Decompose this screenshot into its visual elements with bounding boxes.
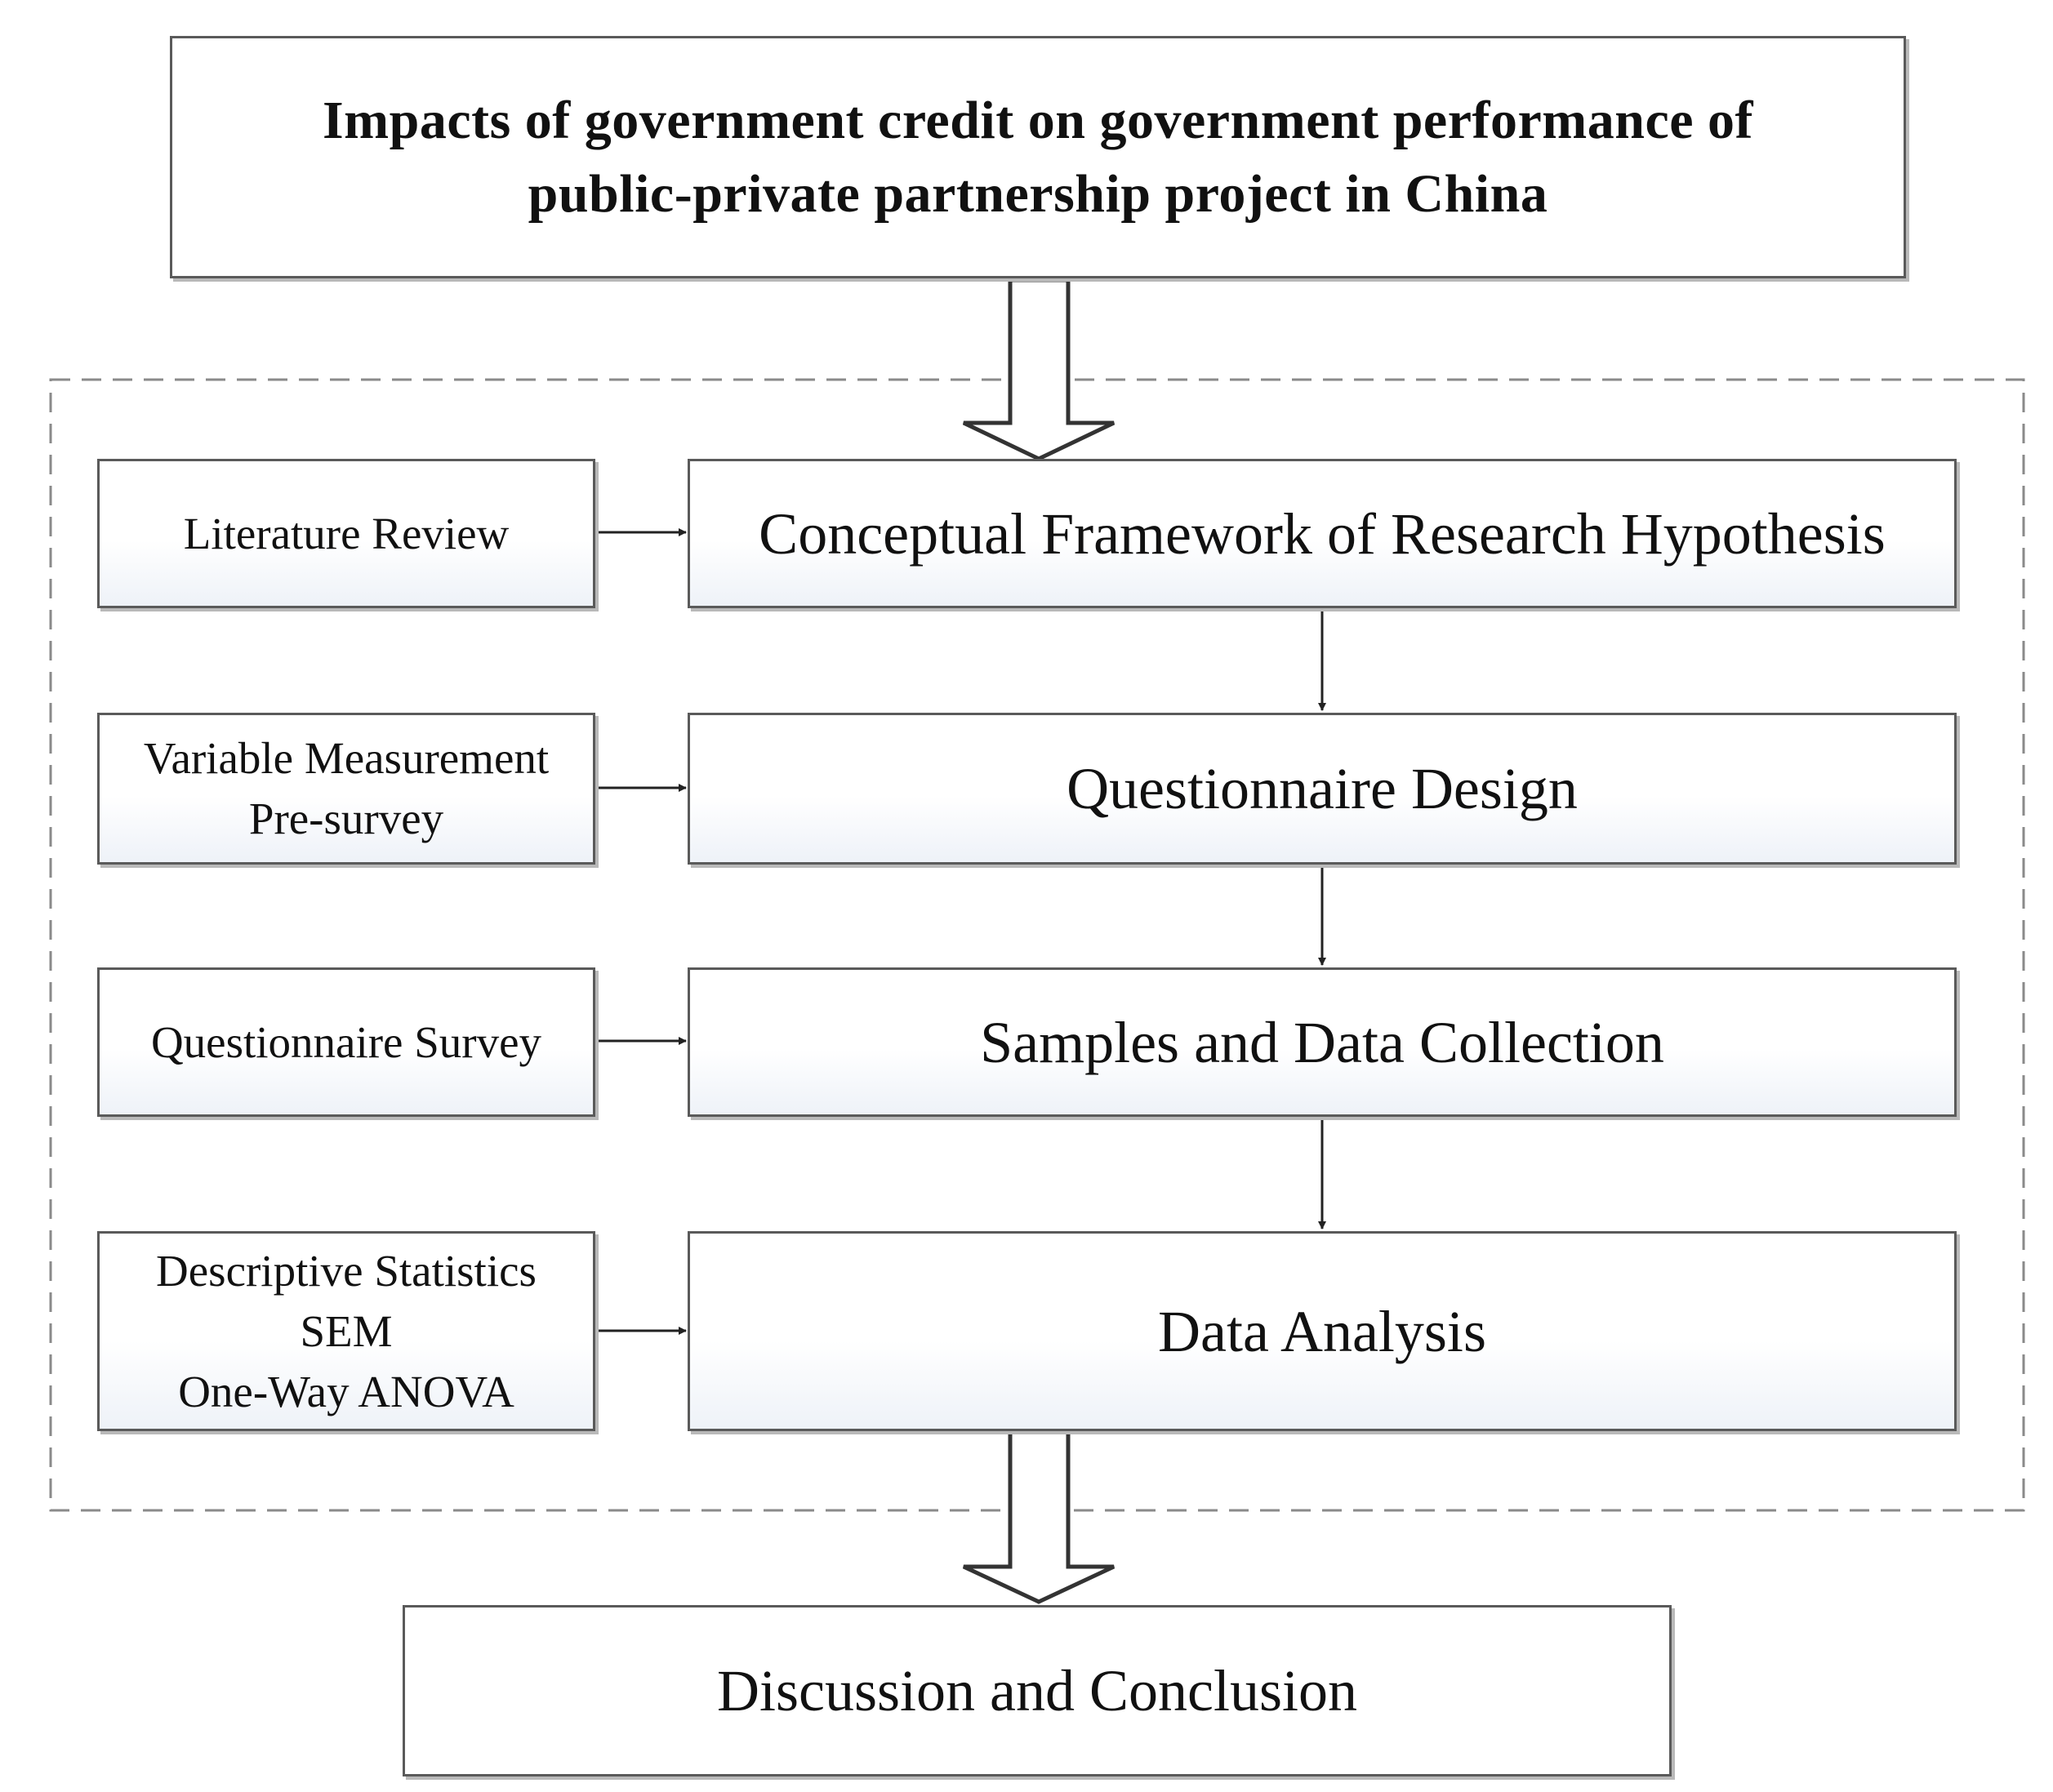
step-label-data-analysis: Data Analysis [1158, 1298, 1486, 1364]
step-box-data-analysis [688, 1231, 1957, 1431]
input-label-variable-measurement: Variable Measurement [143, 733, 550, 783]
input-label-descriptive-statistics: Descriptive Statistics [156, 1245, 537, 1296]
step-box-data-collection [688, 967, 1957, 1117]
step-label-questionnaire-design: Questionnaire Design [1067, 756, 1578, 821]
input-box-questionnaire-survey [97, 967, 595, 1117]
input-box-analysis-methods [97, 1231, 595, 1431]
input-box-variable-measurement [97, 713, 595, 865]
step-box-questionnaire-design [688, 713, 1957, 865]
hollow-down-arrow-bottom [964, 1429, 1114, 1602]
step-label-framework: Conceptual Framework of Research Hypothesis [759, 500, 1886, 567]
input-box-literature-review [97, 459, 595, 608]
conclusion-label: Discussion and Conclusion [717, 1658, 1357, 1723]
title-box [170, 36, 1906, 278]
input-label-questionnaire-survey: Questionnaire Survey [150, 1016, 542, 1067]
title-text [323, 84, 1753, 231]
hollow-down-arrow-top [964, 280, 1114, 459]
title-line-2: public-private partnership project in China [528, 163, 1548, 224]
step-label-data-collection: Samples and Data Collection [980, 1009, 1664, 1075]
conclusion-box [403, 1605, 1672, 1776]
input-label-sem: SEM [300, 1305, 393, 1356]
title-line-1: Impacts of government credit on government performance of [322, 90, 1754, 150]
step-box-framework [688, 459, 1957, 608]
input-label-literature-review: Literature Review [183, 508, 510, 558]
input-label-one-way-anova: One-Way ANOVA [178, 1366, 514, 1416]
input-label-pre-survey: Pre-survey [248, 794, 444, 843]
